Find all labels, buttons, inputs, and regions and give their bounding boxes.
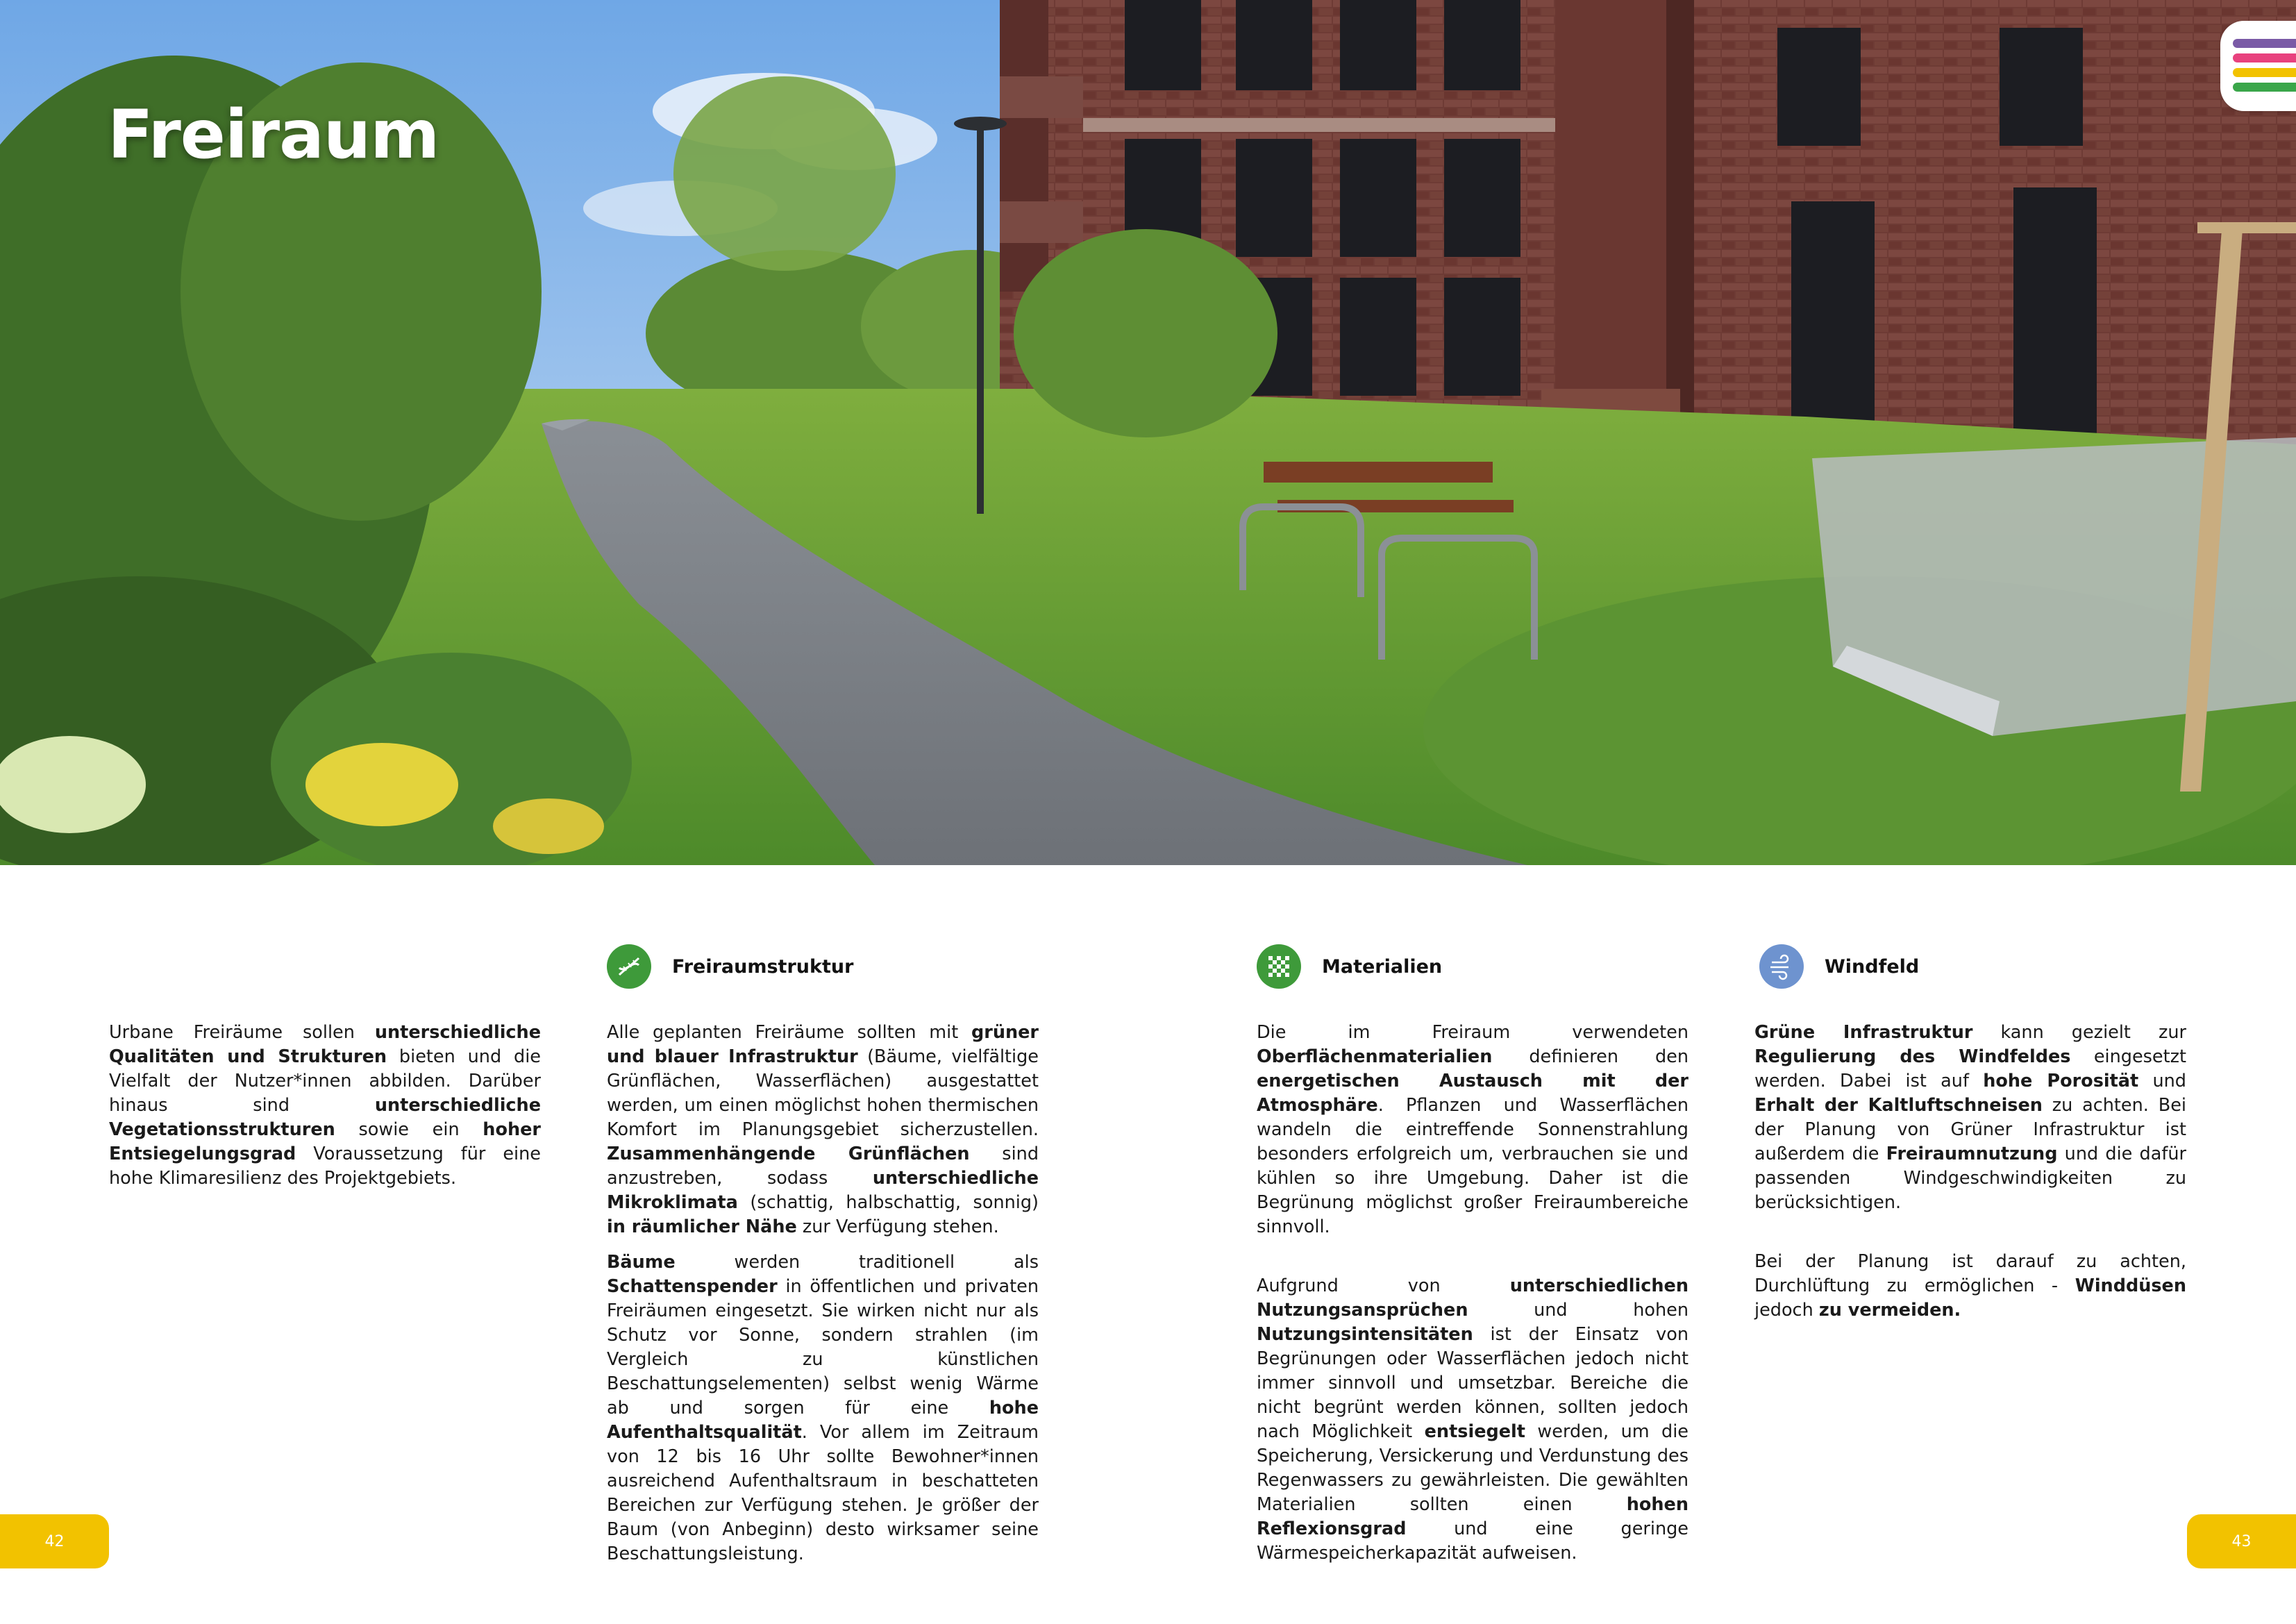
bold-text-run: energetischen Austausch mit der Atmosphäre: [1257, 1071, 1689, 1116]
text-run: Urbane Freiräume sollen: [109, 1022, 375, 1043]
text-run: werden traditionell als: [675, 1252, 1039, 1273]
bold-text-run: Bäume: [607, 1252, 676, 1273]
bold-text-run: unterschiedliche Qualitäten und Strukturen: [109, 1022, 541, 1067]
text-run: (schattig, halbschattig, sonnig): [737, 1192, 1039, 1213]
bold-text-run: Schattenspender: [607, 1276, 778, 1297]
section-heading-materialien: [1257, 944, 1442, 989]
page-title: Freiraum: [108, 96, 439, 174]
text-run: werden, um die Speicherung, Versickerung und Verdunstung des Regenwassers zu gewährleisten. Die gewählten Materialien sollten einen: [1257, 1421, 1689, 1515]
freiraumstruktur-paragraph-1: [607, 1021, 1039, 1239]
text-run: . Pflanzen und Wasserflächen wandeln die eintreffende Sonnenstrahlung besonders erfolgreich um, verbrauchen sie und kühlen so ihre Umgebung. Daher ist die Begrünung möglichst großer Freiraumbereiche sinnvoll.: [1257, 1095, 1689, 1237]
chapter-stripe-pink: [2233, 53, 2296, 62]
materialien-column: [1257, 1021, 1689, 1577]
text-run: in öffentlichen und privaten Freiräumen eingesetzt. Sie wirken nicht nur als Schutz vor Sonne, sondern strahlen (im Vergleich zu künstlichen Beschattungselementen) selbst wenig Wärme ab und sorgen für eine: [607, 1276, 1039, 1418]
text-run: (Bäume, vielfältige Grünflächen, Wasserflächen) ausgestattet werden, um einen möglichst hohen thermischen Komfort im Planungsgebiet sicherzustellen.: [607, 1046, 1039, 1140]
bold-text-run: Zusammenhängende Grünflächen: [607, 1144, 970, 1164]
text-run: und: [2138, 1071, 2186, 1091]
text-run: zu achten. Bei der Planung von Grüner Infrastruktur ist außerdem die: [1754, 1095, 2186, 1164]
text-run: zur Verfügung stehen.: [796, 1216, 999, 1237]
bold-text-run: unterschiedliche Vegetationsstrukturen: [109, 1095, 541, 1140]
section-title: Materialien: [1322, 955, 1443, 978]
text-run: kann gezielt zur: [1972, 1022, 2187, 1043]
chapter-stripe-purple: [2233, 39, 2296, 48]
text-run: bieten und die Vielfalt der Nutzer*innen abbilden. Darüber hinaus sind: [109, 1046, 541, 1116]
text-run: eingesetzt werden. Dabei ist auf: [1754, 1046, 2186, 1091]
bold-text-run: Erhalt der Kaltluftschneisen: [1754, 1095, 2043, 1116]
bold-text-run: grüner und blauer Infrastruktur: [607, 1022, 1039, 1067]
text-run: Die im Freiraum verwendeten: [1257, 1022, 1689, 1043]
windfeld-paragraph-2: [1754, 1250, 2186, 1323]
bold-text-run: Nutzungsintensitäten: [1257, 1324, 1473, 1345]
text-run: ist der Einsatz von Begrünungen oder Wasserflächen jedoch nicht immer sinnvoll und umsetzbar. Bereiche die nicht begrünt werden können, sollten jedoch nach Möglichkeit: [1257, 1324, 1689, 1442]
windfeld-column: [1754, 1021, 2186, 1334]
text-run: Voraussetzung für eine hohe Klimaresilienz des Projektgebiets.: [109, 1144, 541, 1189]
freiraumstruktur-paragraph-2: [607, 1250, 1039, 1566]
bold-text-run: zu vermeiden.: [1818, 1300, 1961, 1321]
chapter-color-tab: [2220, 21, 2296, 111]
bold-text-run: unterschiedlichen Nutzungsansprüchen: [1257, 1275, 1689, 1321]
intro-paragraph: [109, 1021, 541, 1191]
text-run: Alle geplanten Freiräume sollten mit: [607, 1022, 971, 1043]
bold-text-run: Oberflächenmaterialien: [1257, 1046, 1493, 1067]
bold-text-run: hohe Porosität: [1983, 1071, 2139, 1091]
text-run: und die dafür passenden Windgeschwindigkeiten zu berücksichtigen.: [1754, 1144, 2186, 1213]
chapter-stripe-green: [2233, 83, 2296, 92]
section-heading-freiraumstruktur: [607, 944, 853, 989]
bold-text-run: entsiegelt: [1424, 1421, 1525, 1442]
bold-text-run: Grüne Infrastruktur: [1754, 1022, 1973, 1043]
text-run: jedoch: [1754, 1300, 1819, 1321]
text-run: sowie ein: [335, 1119, 483, 1140]
text-run: . Vor allem im Zeitraum von 12 bis 16 Uhr sollte Bewohner*innen ausreichend Aufenthaltsraum in beschatteten Bereichen zur Verfügung stehen. Je größer der Baum (von Anbeginn) desto wirksamer seine Beschattungsleistung.: [607, 1422, 1039, 1564]
checkerboard-icon: [1257, 944, 1301, 989]
text-run: und eine geringe Wärmespeicherkapazität aufweisen.: [1257, 1518, 1689, 1564]
bold-text-run: Winddüsen: [2075, 1275, 2186, 1296]
dna-strand-icon: [607, 944, 651, 989]
text-run: Aufgrund von: [1257, 1275, 1510, 1296]
section-heading-windfeld: [1759, 944, 1919, 989]
section-title: Windfeld: [1825, 955, 1920, 978]
bold-text-run: hoher Entsiegelungsgrad: [109, 1119, 541, 1164]
bold-text-run: Regulierung des Windfeldes: [1754, 1046, 2071, 1067]
materialien-paragraph-1: [1257, 1021, 1689, 1239]
text-run: Bei der Planung ist darauf zu achten, Durchlüftung zu ermöglichen -: [1754, 1251, 2186, 1296]
page-number-right: 43: [2187, 1514, 2296, 1568]
chapter-stripe-yellow: [2233, 68, 2296, 77]
section-title: Freiraumstruktur: [672, 955, 854, 978]
bold-text-run: in räumlicher Nähe: [607, 1216, 797, 1237]
bold-text-run: Freiraumnutzung: [1886, 1144, 2058, 1164]
text-run: definieren den: [1492, 1046, 1689, 1067]
bold-text-run: hohen Reflexionsgrad: [1257, 1494, 1689, 1539]
bold-text-run: unterschiedliche Mikroklimata: [607, 1168, 1039, 1213]
text-run: und hohen: [1468, 1300, 1689, 1321]
text-run: sind anzustreben, sodass: [607, 1144, 1039, 1189]
page-number-left: 42: [0, 1514, 109, 1568]
freiraumstruktur-column: [607, 1021, 1039, 1577]
intro-column: [109, 1021, 541, 1202]
wind-icon: [1759, 944, 1804, 989]
windfeld-paragraph-1: [1754, 1021, 2186, 1215]
materialien-paragraph-2: [1257, 1274, 1689, 1566]
bold-text-run: hohe Aufenthaltsqualität: [607, 1398, 1039, 1443]
